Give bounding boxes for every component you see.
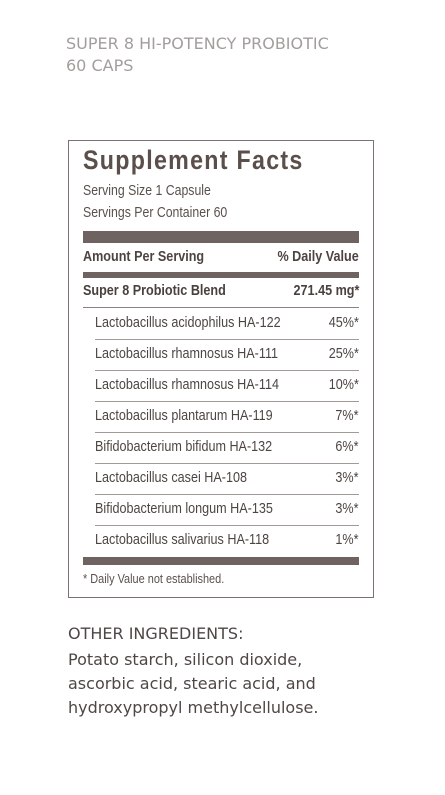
ingredient-name: Lactobacillus rhamnosus HA-114 — [95, 376, 279, 393]
ingredient-name: Bifidobacterium longum HA-135 — [95, 500, 273, 517]
supplement-facts-panel — [68, 140, 374, 598]
other-ingredients-line3: hydroxypropyl methylcellulose. — [68, 698, 319, 717]
ingredient-dv: 45%* — [328, 314, 359, 331]
ingredient-row — [95, 438, 359, 460]
daily-value-label: % Daily Value — [277, 248, 359, 265]
product-title-line1: SUPER 8 HI-POTENCY PROBIOTIC — [66, 34, 329, 53]
ingredient-name: Bifidobacterium bifidum HA-132 — [95, 438, 273, 455]
ingredient-row — [95, 531, 359, 553]
thick-divider-top — [83, 231, 359, 243]
row-divider — [95, 370, 359, 371]
row-divider — [83, 307, 359, 308]
ingredient-row — [95, 500, 359, 522]
other-ingredients-heading: OTHER INGREDIENTS: — [68, 624, 244, 643]
ingredient-dv: 7%* — [335, 407, 359, 424]
ingredient-dv: 10%* — [328, 376, 359, 393]
ingredient-dv: 25%* — [328, 345, 359, 362]
ingredient-name: Lactobacillus salivarius HA-118 — [95, 531, 270, 548]
ingredient-dv: 3%* — [335, 500, 359, 517]
other-ingredients-text — [68, 648, 376, 720]
amount-per-serving-label: Amount Per Serving — [83, 248, 205, 265]
serving-size: Serving Size 1 Capsule — [83, 182, 211, 199]
ingredient-name: Lactobacillus casei HA-108 — [95, 469, 247, 486]
product-title — [66, 33, 426, 77]
row-divider — [95, 432, 359, 433]
ingredient-name: Lactobacillus rhamnosus HA-111 — [95, 345, 279, 362]
row-divider — [95, 494, 359, 495]
thick-divider-middle — [83, 272, 359, 278]
thick-divider-bottom — [83, 557, 359, 565]
blend-row — [83, 282, 359, 304]
ingredient-dv: 1%* — [335, 531, 359, 548]
product-title-line2: 60 CAPS — [66, 56, 134, 75]
ingredient-row — [95, 376, 359, 398]
daily-value-footnote: * Daily Value not established. — [83, 571, 225, 586]
ingredient-dv: 6%* — [335, 438, 359, 455]
other-ingredients-line1: Potato starch, silicon dioxide, — [68, 650, 303, 669]
blend-name: Super 8 Probiotic Blend — [83, 282, 226, 299]
servings-per-container: Servings Per Container 60 — [83, 204, 228, 221]
column-header-row — [83, 248, 359, 270]
ingredient-row — [95, 314, 359, 336]
ingredient-name: Lactobacillus acidophilus HA-122 — [95, 314, 281, 331]
other-ingredients-line2: ascorbic acid, stearic acid, and — [68, 674, 316, 693]
ingredient-name: Lactobacillus plantarum HA-119 — [95, 407, 273, 424]
supplement-facts-heading: Supplement Facts — [83, 145, 304, 175]
row-divider — [95, 401, 359, 402]
ingredient-dv: 3%* — [335, 469, 359, 486]
row-divider — [95, 463, 359, 464]
blend-amount: 271.45 mg* — [293, 282, 359, 299]
ingredient-row — [95, 407, 359, 429]
ingredient-row — [95, 345, 359, 367]
row-divider — [95, 339, 359, 340]
row-divider — [95, 525, 359, 526]
ingredient-row — [95, 469, 359, 491]
